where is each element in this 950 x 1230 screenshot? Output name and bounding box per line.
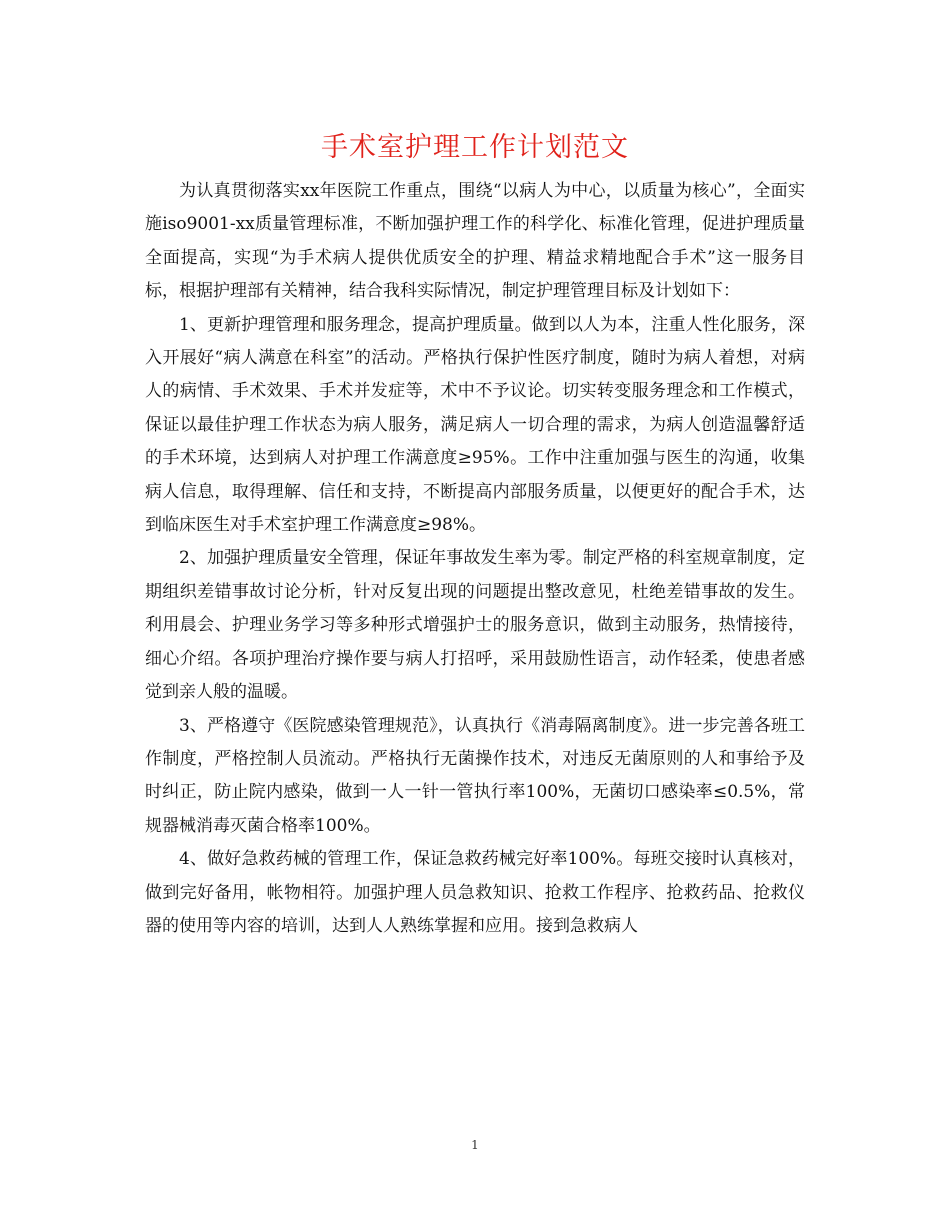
paragraph-2: 2、加强护理质量安全管理，保证年事故发生率为零。制定严格的科室规章制度，定期组织差错事故讨论分析，针对反复出现的问题提出整改意见，杜绝差错事故的发生。利用晨会、护理业务学习等多种形式增强护士的服务意识，做到主动服务，热情接待，细心介绍。各项护理治疗操作要与病人打招呼，采用鼓励性语言，动作轻柔，使患者感觉到亲人般的温暖。 xyxy=(145,548,805,703)
paragraph-1: 1、更新护理管理和服务理念，提高护理质量。做到以人为本，注重人性化服务，深入开展好“病人满意在科室”的活动。严格执行保护性医疗制度，随时为病人着想，对病人的病情、手术效果、手术并发症等，术中不予议论。切实转变服务理念和工作模式，保证以最佳护理工作状态为病人服务，满足病人一切合理的需求，为病人创造温馨舒适的手术环境，达到病人对护理工作满意度≥95%。工作中注重加强与医生的沟通，收集病人信息，取得理解、信任和支持，不断提高内部服务质量，以便更好的配合手术，达到临床医生对手术室护理工作满意度≥98%。 xyxy=(145,314,805,536)
page-number: 1 xyxy=(471,1138,479,1152)
document-title: 手术室护理工作计划范文 xyxy=(321,132,629,163)
paragraph-4: 4、做好急救药械的管理工作，保证急救药械完好率100%。每班交接时认真核对，做到完好备用，帐物相符。加强护理人员急救知识、抢救工作程序、抢救药品、抢救仪器的使用等内容的培训，达到人人熟练掌握和应用。接到急救病人 xyxy=(145,849,805,936)
intro-paragraph: 为认真贯彻落实xx年医院工作重点，围绕“以病人为中心，以质量为核心”，全面实施iso9001-xx质量管理标准，不断加强护理工作的科学化、标准化管理，促进护理质量全面提高，实现“为手术病人提供优质安全的护理、精益求精地配合手术”这一服务目标，根据护理部有关精神，结合我科实际情况，制定护理管理目标及计划如下： xyxy=(145,181,805,302)
paragraph-3: 3、严格遵守《医院感染管理规范》，认真执行《消毒隔离制度》。进一步完善各班工作制度，严格控制人员流动。严格执行无菌操作技术，对违反无菌原则的人和事给予及时纠正，防止院内感染，做到一人一针一管执行率100%，无菌切口感染率≤0.5%，常规器械消毒灭菌合格率100%。 xyxy=(145,715,805,836)
document-body xyxy=(145,175,805,943)
